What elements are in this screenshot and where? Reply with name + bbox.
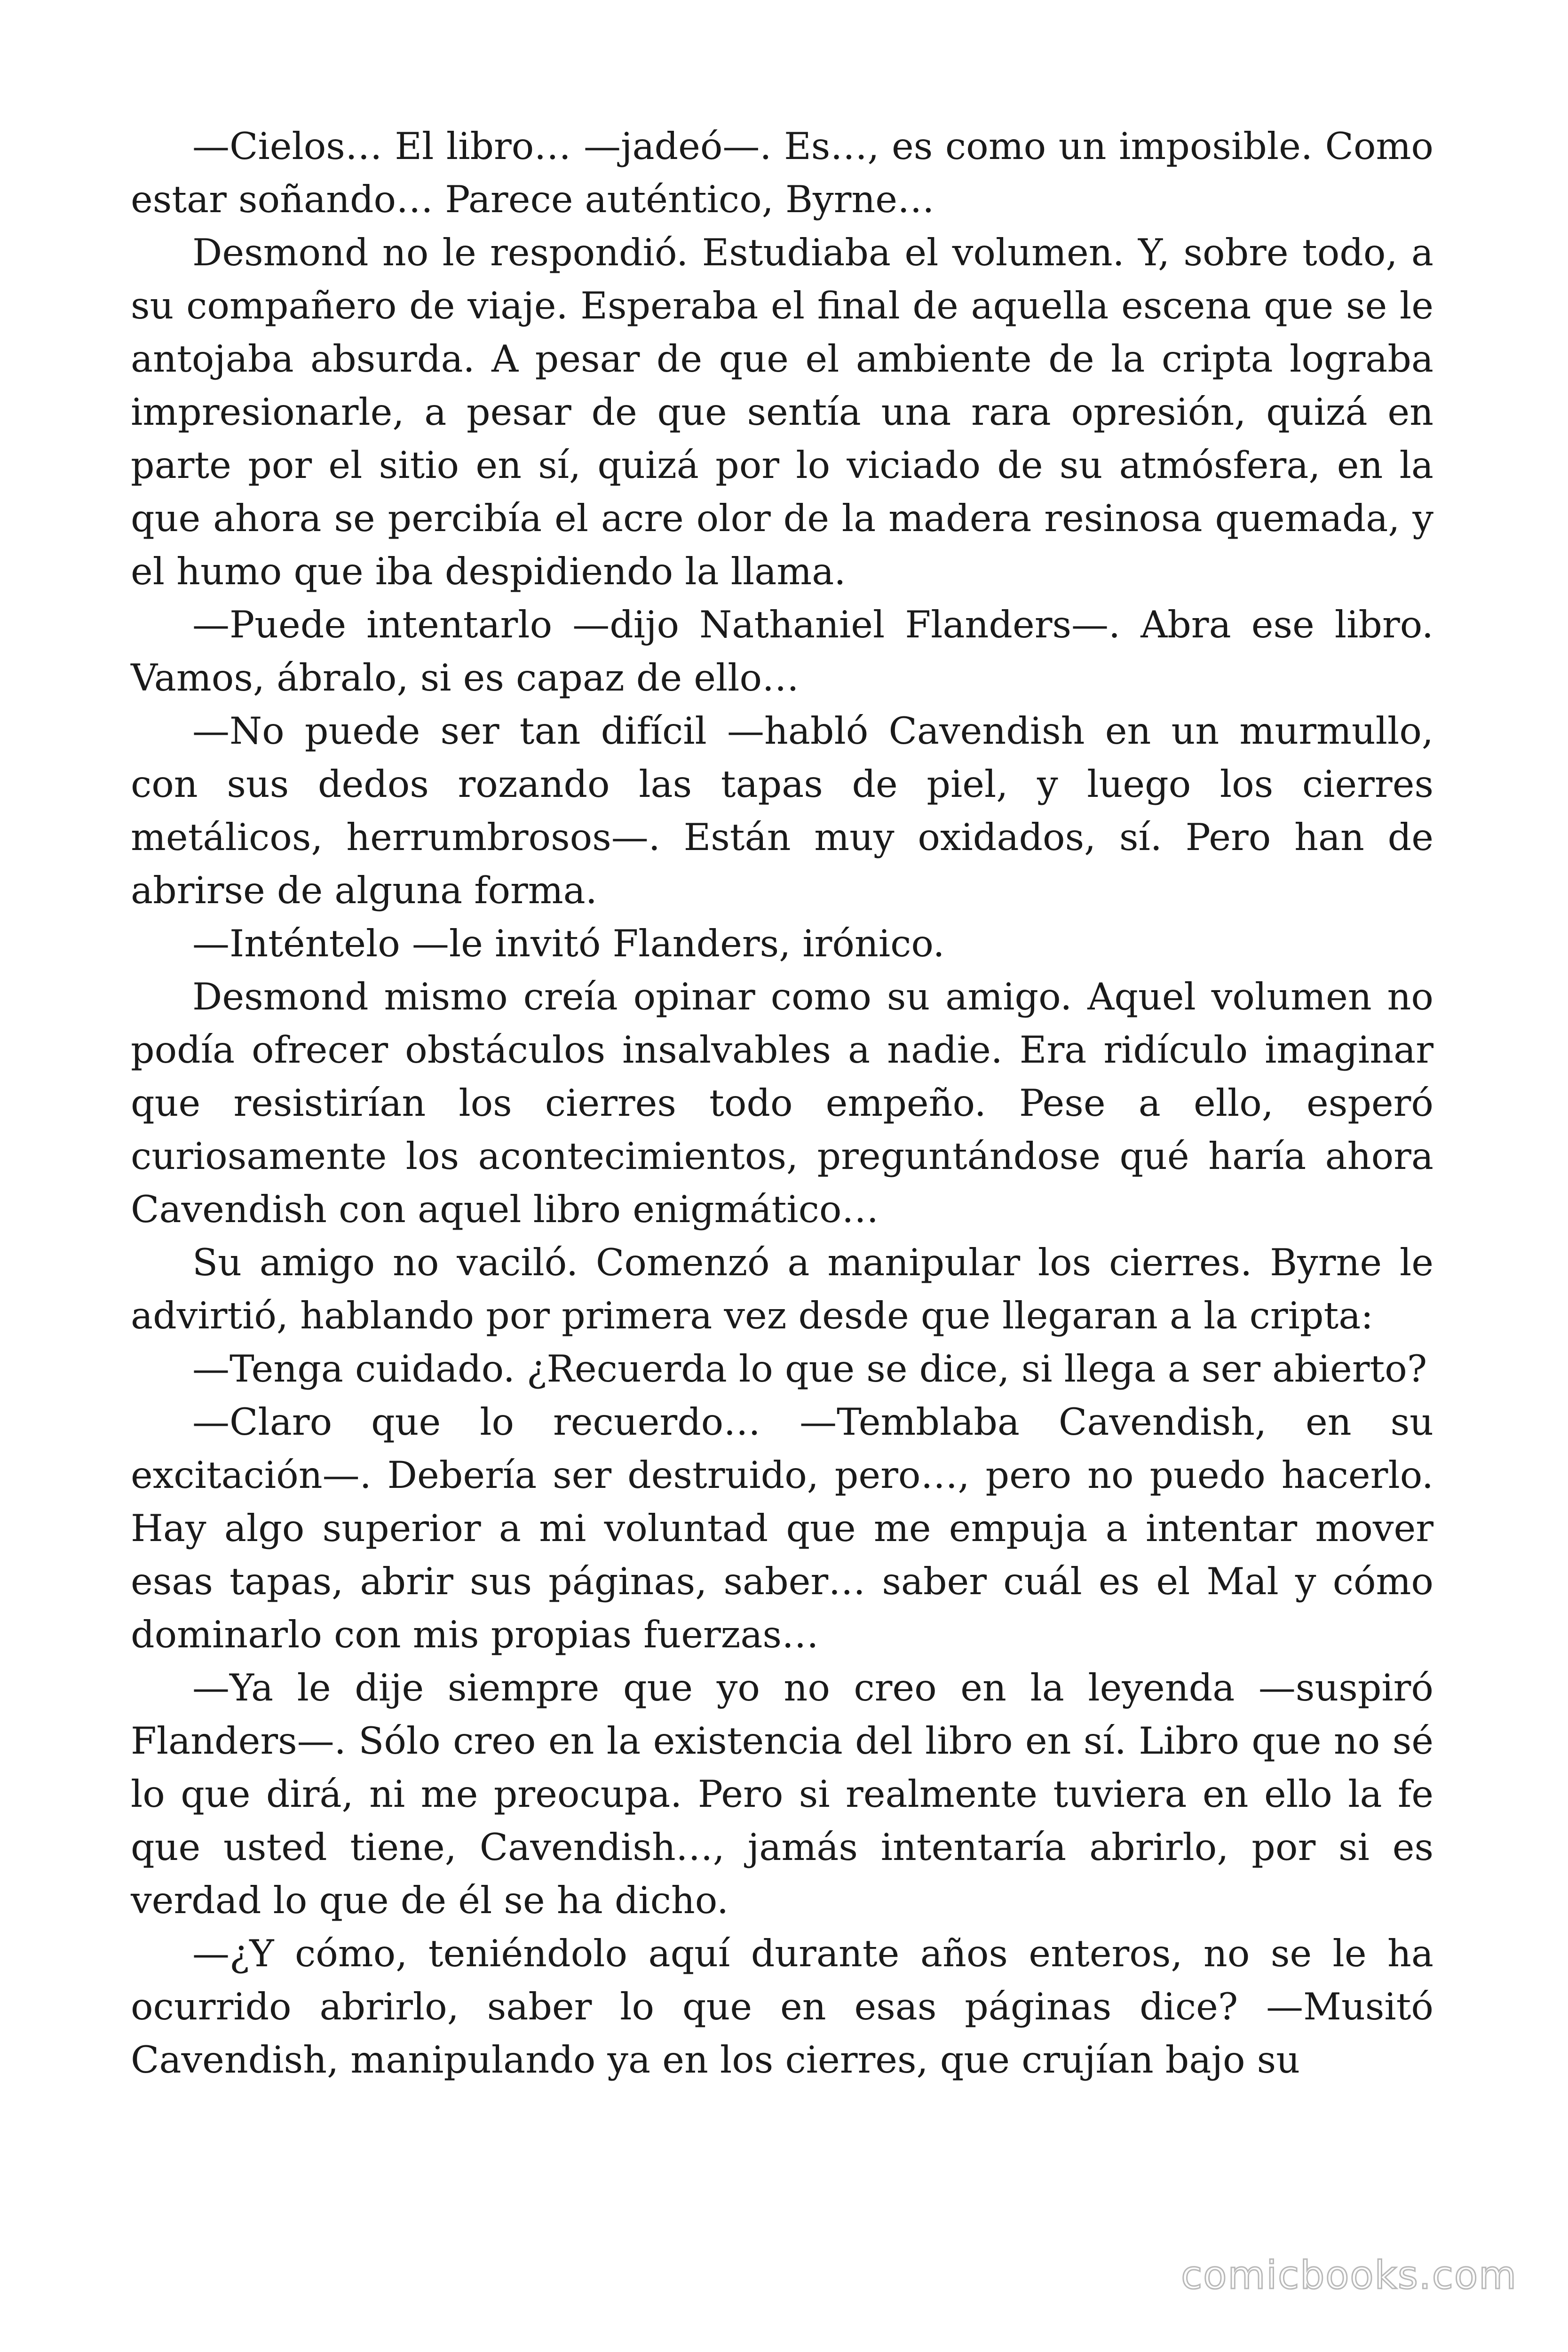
body-text (131, 120, 1433, 2087)
paragraph: —Tenga cuidado. ¿Recuerda lo que se dice, si llega a ser abierto? (192, 1347, 1427, 1391)
paragraph: —Cielos… El libro… —jadeó—. Es…, es como un imposible. Como estar soñando… Parece auténtico, Byrne… (131, 125, 1433, 221)
paragraph: —Claro que lo recuerdo… —Temblaba Cavendish, en su excitación—. Debería ser destruido, pero…, pero no puedo hacerlo. Hay algo superior a mi voluntad que me empuja a intentar mover esas tapas, abrir sus páginas, saber… saber cuál es el Mal y cómo dominarlo con mis propias fuerzas… (131, 1400, 1433, 1656)
paragraph: Desmond no le respondió. Estudiaba el volumen. Y, sobre todo, a su compañero de viaje. Esperaba el final de aquella escena que se le antojaba absurda. A pesar de que el ambiente de la cripta lograba impresionarle, a pesar de que sentía una rara opresión, quizá en parte por el sitio en sí, quizá por lo viciado de su atmósfera, en la que ahora se percibía el acre olor de la madera resinosa quemada, y el humo que iba despidiendo la llama. (131, 231, 1433, 593)
paragraph: —Inténtelo —le invitó Flanders, irónico. (192, 922, 945, 965)
paragraph: —Puede intentarlo —dijo Nathaniel Flanders—. Abra ese libro. Vamos, ábralo, si es capaz de ello… (131, 603, 1433, 699)
watermark: comicbooks.com (1181, 2253, 1517, 2298)
paragraph: Desmond mismo creía opinar como su amigo. Aquel volumen no podía ofrecer obstáculos insalvables a nadie. Era ridículo imaginar que resistirían los cierres todo empeño. Pese a ello, esperó curiosamente los acontecimientos, preguntándose qué haría ahora Cavendish con aquel libro enigmático… (131, 975, 1433, 1231)
paragraph: —Ya le dije siempre que yo no creo en la leyenda —suspiró Flanders—. Sólo creo en la existencia del libro en sí. Libro que no sé lo que dirá, ni me preocupa. Pero si realmente tuviera en ello la fe que usted tiene, Cavendish…, jamás intentaría abrirlo, por si es verdad lo que de él se ha dicho. (131, 1666, 1433, 1922)
paragraph: Su amigo no vaciló. Comenzó a manipular los cierres. Byrne le advirtió, hablando por primera vez desde que llegaran a la cripta: (131, 1241, 1433, 1337)
paragraph: —¿Y cómo, teniéndolo aquí durante años enteros, no se le ha ocurrido abrirlo, saber lo que en esas páginas dice? —Musitó Cavendish, manipulando ya en los cierres, que crujían bajo su (131, 1932, 1433, 2082)
paragraph: —No puede ser tan difícil —habló Cavendish en un murmullo, con sus dedos rozando las tapas de piel, y luego los cierres metálicos, herrumbrosos—. Están muy oxidados, sí. Pero han de abrirse de alguna forma. (131, 709, 1433, 912)
